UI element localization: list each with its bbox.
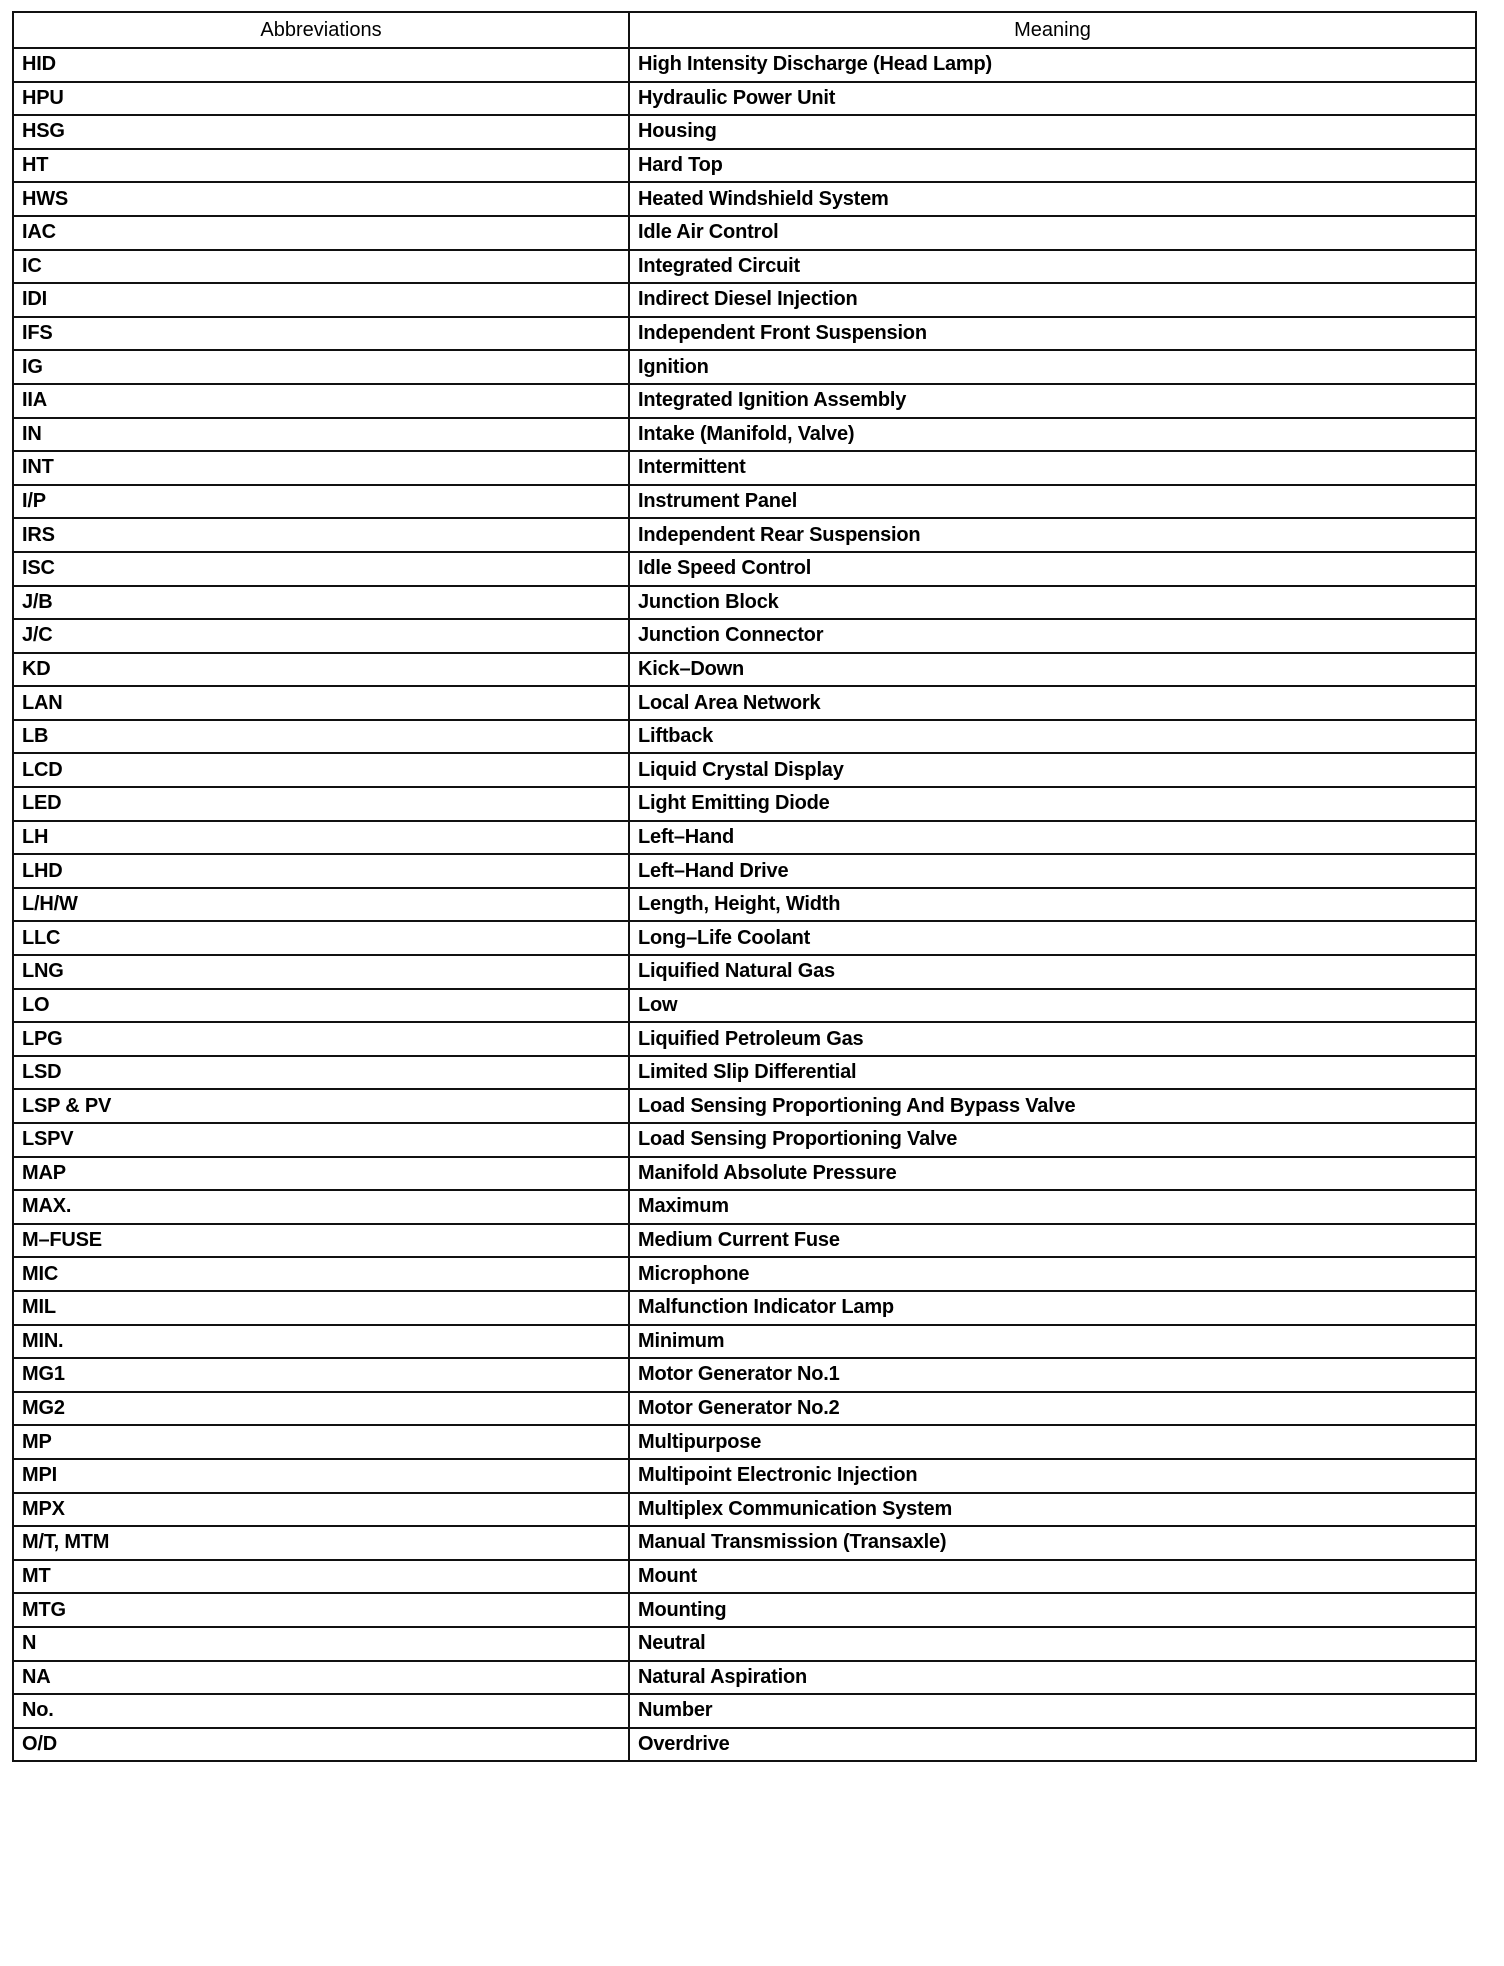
abbreviation-cell: HSG bbox=[13, 115, 629, 149]
abbreviation-cell: LO bbox=[13, 989, 629, 1023]
meaning-cell: Load Sensing Proportioning And Bypass Valve bbox=[629, 1089, 1476, 1123]
table-row bbox=[13, 350, 1476, 384]
meaning-cell: Neutral bbox=[629, 1627, 1476, 1661]
table-row bbox=[13, 1291, 1476, 1325]
abbreviation-cell: LHD bbox=[13, 854, 629, 888]
meaning-cell: Low bbox=[629, 989, 1476, 1023]
meaning-cell: Minimum bbox=[629, 1325, 1476, 1359]
abbreviation-cell: LED bbox=[13, 787, 629, 821]
table-row bbox=[13, 854, 1476, 888]
abbreviations-table bbox=[12, 11, 1477, 1762]
abbreviation-cell: MG2 bbox=[13, 1392, 629, 1426]
abbreviation-cell: LAN bbox=[13, 686, 629, 720]
table-row bbox=[13, 1257, 1476, 1291]
meaning-cell: Load Sensing Proportioning Valve bbox=[629, 1123, 1476, 1157]
meaning-cell: High Intensity Discharge (Head Lamp) bbox=[629, 48, 1476, 82]
meaning-cell: Indirect Diesel Injection bbox=[629, 283, 1476, 317]
meaning-cell: Length, Height, Width bbox=[629, 888, 1476, 922]
meaning-cell: Instrument Panel bbox=[629, 485, 1476, 519]
abbreviation-cell: M/T, MTM bbox=[13, 1526, 629, 1560]
meaning-cell: Intermittent bbox=[629, 451, 1476, 485]
table-row bbox=[13, 1123, 1476, 1157]
meaning-cell: Liquified Natural Gas bbox=[629, 955, 1476, 989]
abbreviation-cell: MIN. bbox=[13, 1325, 629, 1359]
table-row bbox=[13, 1593, 1476, 1627]
abbreviation-cell: LSP & PV bbox=[13, 1089, 629, 1123]
abbreviation-cell: ISC bbox=[13, 552, 629, 586]
meaning-cell: Multipoint Electronic Injection bbox=[629, 1459, 1476, 1493]
abbreviation-cell: No. bbox=[13, 1694, 629, 1728]
meaning-cell: Housing bbox=[629, 115, 1476, 149]
abbreviation-cell: LPG bbox=[13, 1022, 629, 1056]
abbreviations-column-header: Abbreviations bbox=[13, 12, 629, 48]
table-row bbox=[13, 317, 1476, 351]
table-row bbox=[13, 1425, 1476, 1459]
meaning-cell: Junction Connector bbox=[629, 619, 1476, 653]
abbreviation-cell: J/B bbox=[13, 586, 629, 620]
abbreviation-cell: O/D bbox=[13, 1728, 629, 1762]
table-row bbox=[13, 1560, 1476, 1594]
abbreviation-cell: HT bbox=[13, 149, 629, 183]
table-row bbox=[13, 216, 1476, 250]
abbreviation-cell: IIA bbox=[13, 384, 629, 418]
table-body bbox=[13, 48, 1476, 1761]
table-row bbox=[13, 586, 1476, 620]
meaning-cell: Manifold Absolute Pressure bbox=[629, 1157, 1476, 1191]
meaning-cell: Natural Aspiration bbox=[629, 1661, 1476, 1695]
abbreviation-cell: IRS bbox=[13, 518, 629, 552]
meaning-column-header: Meaning bbox=[629, 12, 1476, 48]
meaning-cell: Number bbox=[629, 1694, 1476, 1728]
meaning-cell: Light Emitting Diode bbox=[629, 787, 1476, 821]
table-row bbox=[13, 1627, 1476, 1661]
abbreviation-cell: HWS bbox=[13, 182, 629, 216]
meaning-cell: Multiplex Communication System bbox=[629, 1493, 1476, 1527]
meaning-cell: Liquified Petroleum Gas bbox=[629, 1022, 1476, 1056]
table-row bbox=[13, 955, 1476, 989]
abbreviation-cell: IG bbox=[13, 350, 629, 384]
table-row bbox=[13, 921, 1476, 955]
table-row bbox=[13, 115, 1476, 149]
table-row bbox=[13, 384, 1476, 418]
table-row bbox=[13, 283, 1476, 317]
meaning-cell: Junction Block bbox=[629, 586, 1476, 620]
table-row bbox=[13, 485, 1476, 519]
table-row bbox=[13, 1493, 1476, 1527]
meaning-cell: Idle Speed Control bbox=[629, 552, 1476, 586]
abbreviation-cell: MT bbox=[13, 1560, 629, 1594]
table-row bbox=[13, 720, 1476, 754]
abbreviation-cell: MTG bbox=[13, 1593, 629, 1627]
table-row bbox=[13, 1392, 1476, 1426]
meaning-cell: Long–Life Coolant bbox=[629, 921, 1476, 955]
meaning-cell: Limited Slip Differential bbox=[629, 1056, 1476, 1090]
meaning-cell: Hard Top bbox=[629, 149, 1476, 183]
table-row bbox=[13, 653, 1476, 687]
meaning-cell: Ignition bbox=[629, 350, 1476, 384]
table-row bbox=[13, 48, 1476, 82]
meaning-cell: Integrated Ignition Assembly bbox=[629, 384, 1476, 418]
abbreviation-cell: LH bbox=[13, 821, 629, 855]
abbreviation-cell: LLC bbox=[13, 921, 629, 955]
abbreviation-cell: KD bbox=[13, 653, 629, 687]
table-row bbox=[13, 82, 1476, 116]
abbreviation-cell: MIC bbox=[13, 1257, 629, 1291]
meaning-cell: Malfunction Indicator Lamp bbox=[629, 1291, 1476, 1325]
abbreviation-cell: N bbox=[13, 1627, 629, 1661]
table-row bbox=[13, 518, 1476, 552]
abbreviation-cell: HPU bbox=[13, 82, 629, 116]
meaning-cell: Independent Front Suspension bbox=[629, 317, 1476, 351]
abbreviation-cell: IFS bbox=[13, 317, 629, 351]
abbreviation-cell: MIL bbox=[13, 1291, 629, 1325]
table-row bbox=[13, 182, 1476, 216]
table-row bbox=[13, 989, 1476, 1023]
meaning-cell: Motor Generator No.1 bbox=[629, 1358, 1476, 1392]
abbreviation-cell: IDI bbox=[13, 283, 629, 317]
abbreviation-cell: MAP bbox=[13, 1157, 629, 1191]
abbreviation-cell: J/C bbox=[13, 619, 629, 653]
meaning-cell: Motor Generator No.2 bbox=[629, 1392, 1476, 1426]
meaning-cell: Mounting bbox=[629, 1593, 1476, 1627]
table-row bbox=[13, 552, 1476, 586]
abbreviation-cell: MP bbox=[13, 1425, 629, 1459]
table-row bbox=[13, 1526, 1476, 1560]
abbreviation-cell: MG1 bbox=[13, 1358, 629, 1392]
table-row bbox=[13, 888, 1476, 922]
table-row bbox=[13, 1661, 1476, 1695]
table-row bbox=[13, 1325, 1476, 1359]
abbreviation-cell: I/P bbox=[13, 485, 629, 519]
abbreviation-cell: LSPV bbox=[13, 1123, 629, 1157]
table-row bbox=[13, 1694, 1476, 1728]
table-row bbox=[13, 1056, 1476, 1090]
table-row bbox=[13, 1022, 1476, 1056]
abbreviation-cell: NA bbox=[13, 1661, 629, 1695]
table-row bbox=[13, 1190, 1476, 1224]
table-row bbox=[13, 1157, 1476, 1191]
abbreviation-cell: LB bbox=[13, 720, 629, 754]
meaning-cell: Maximum bbox=[629, 1190, 1476, 1224]
meaning-cell: Liftback bbox=[629, 720, 1476, 754]
abbreviation-cell: LNG bbox=[13, 955, 629, 989]
abbreviation-cell: LCD bbox=[13, 753, 629, 787]
meaning-cell: Intake (Manifold, Valve) bbox=[629, 418, 1476, 452]
table-row bbox=[13, 1089, 1476, 1123]
meaning-cell: Local Area Network bbox=[629, 686, 1476, 720]
meaning-cell: Hydraulic Power Unit bbox=[629, 82, 1476, 116]
table-row bbox=[13, 1358, 1476, 1392]
meaning-cell: Independent Rear Suspension bbox=[629, 518, 1476, 552]
meaning-cell: Manual Transmission (Transaxle) bbox=[629, 1526, 1476, 1560]
meaning-cell: Heated Windshield System bbox=[629, 182, 1476, 216]
meaning-cell: Idle Air Control bbox=[629, 216, 1476, 250]
meaning-cell: Overdrive bbox=[629, 1728, 1476, 1762]
table-header bbox=[13, 12, 1476, 48]
abbreviation-cell: L/H/W bbox=[13, 888, 629, 922]
abbreviation-cell: INT bbox=[13, 451, 629, 485]
abbreviation-cell: IAC bbox=[13, 216, 629, 250]
table-row bbox=[13, 753, 1476, 787]
meaning-cell: Integrated Circuit bbox=[629, 250, 1476, 284]
abbreviation-cell: HID bbox=[13, 48, 629, 82]
table-row bbox=[13, 1224, 1476, 1258]
abbreviation-cell: MPI bbox=[13, 1459, 629, 1493]
table-row bbox=[13, 1728, 1476, 1762]
meaning-cell: Mount bbox=[629, 1560, 1476, 1594]
abbreviation-cell: MPX bbox=[13, 1493, 629, 1527]
table-row bbox=[13, 451, 1476, 485]
abbreviation-cell: IN bbox=[13, 418, 629, 452]
meaning-cell: Left–Hand Drive bbox=[629, 854, 1476, 888]
abbreviation-cell: LSD bbox=[13, 1056, 629, 1090]
meaning-cell: Medium Current Fuse bbox=[629, 1224, 1476, 1258]
meaning-cell: Microphone bbox=[629, 1257, 1476, 1291]
meaning-cell: Left–Hand bbox=[629, 821, 1476, 855]
meaning-cell: Multipurpose bbox=[629, 1425, 1476, 1459]
table-row bbox=[13, 250, 1476, 284]
meaning-cell: Kick–Down bbox=[629, 653, 1476, 687]
abbreviation-cell: MAX. bbox=[13, 1190, 629, 1224]
table-row bbox=[13, 787, 1476, 821]
abbreviation-cell: M–FUSE bbox=[13, 1224, 629, 1258]
header-row bbox=[13, 12, 1476, 48]
table-row bbox=[13, 1459, 1476, 1493]
meaning-cell: Liquid Crystal Display bbox=[629, 753, 1476, 787]
table-row bbox=[13, 686, 1476, 720]
abbreviation-cell: IC bbox=[13, 250, 629, 284]
table-row bbox=[13, 821, 1476, 855]
table-row bbox=[13, 418, 1476, 452]
table-row bbox=[13, 619, 1476, 653]
table-row bbox=[13, 149, 1476, 183]
